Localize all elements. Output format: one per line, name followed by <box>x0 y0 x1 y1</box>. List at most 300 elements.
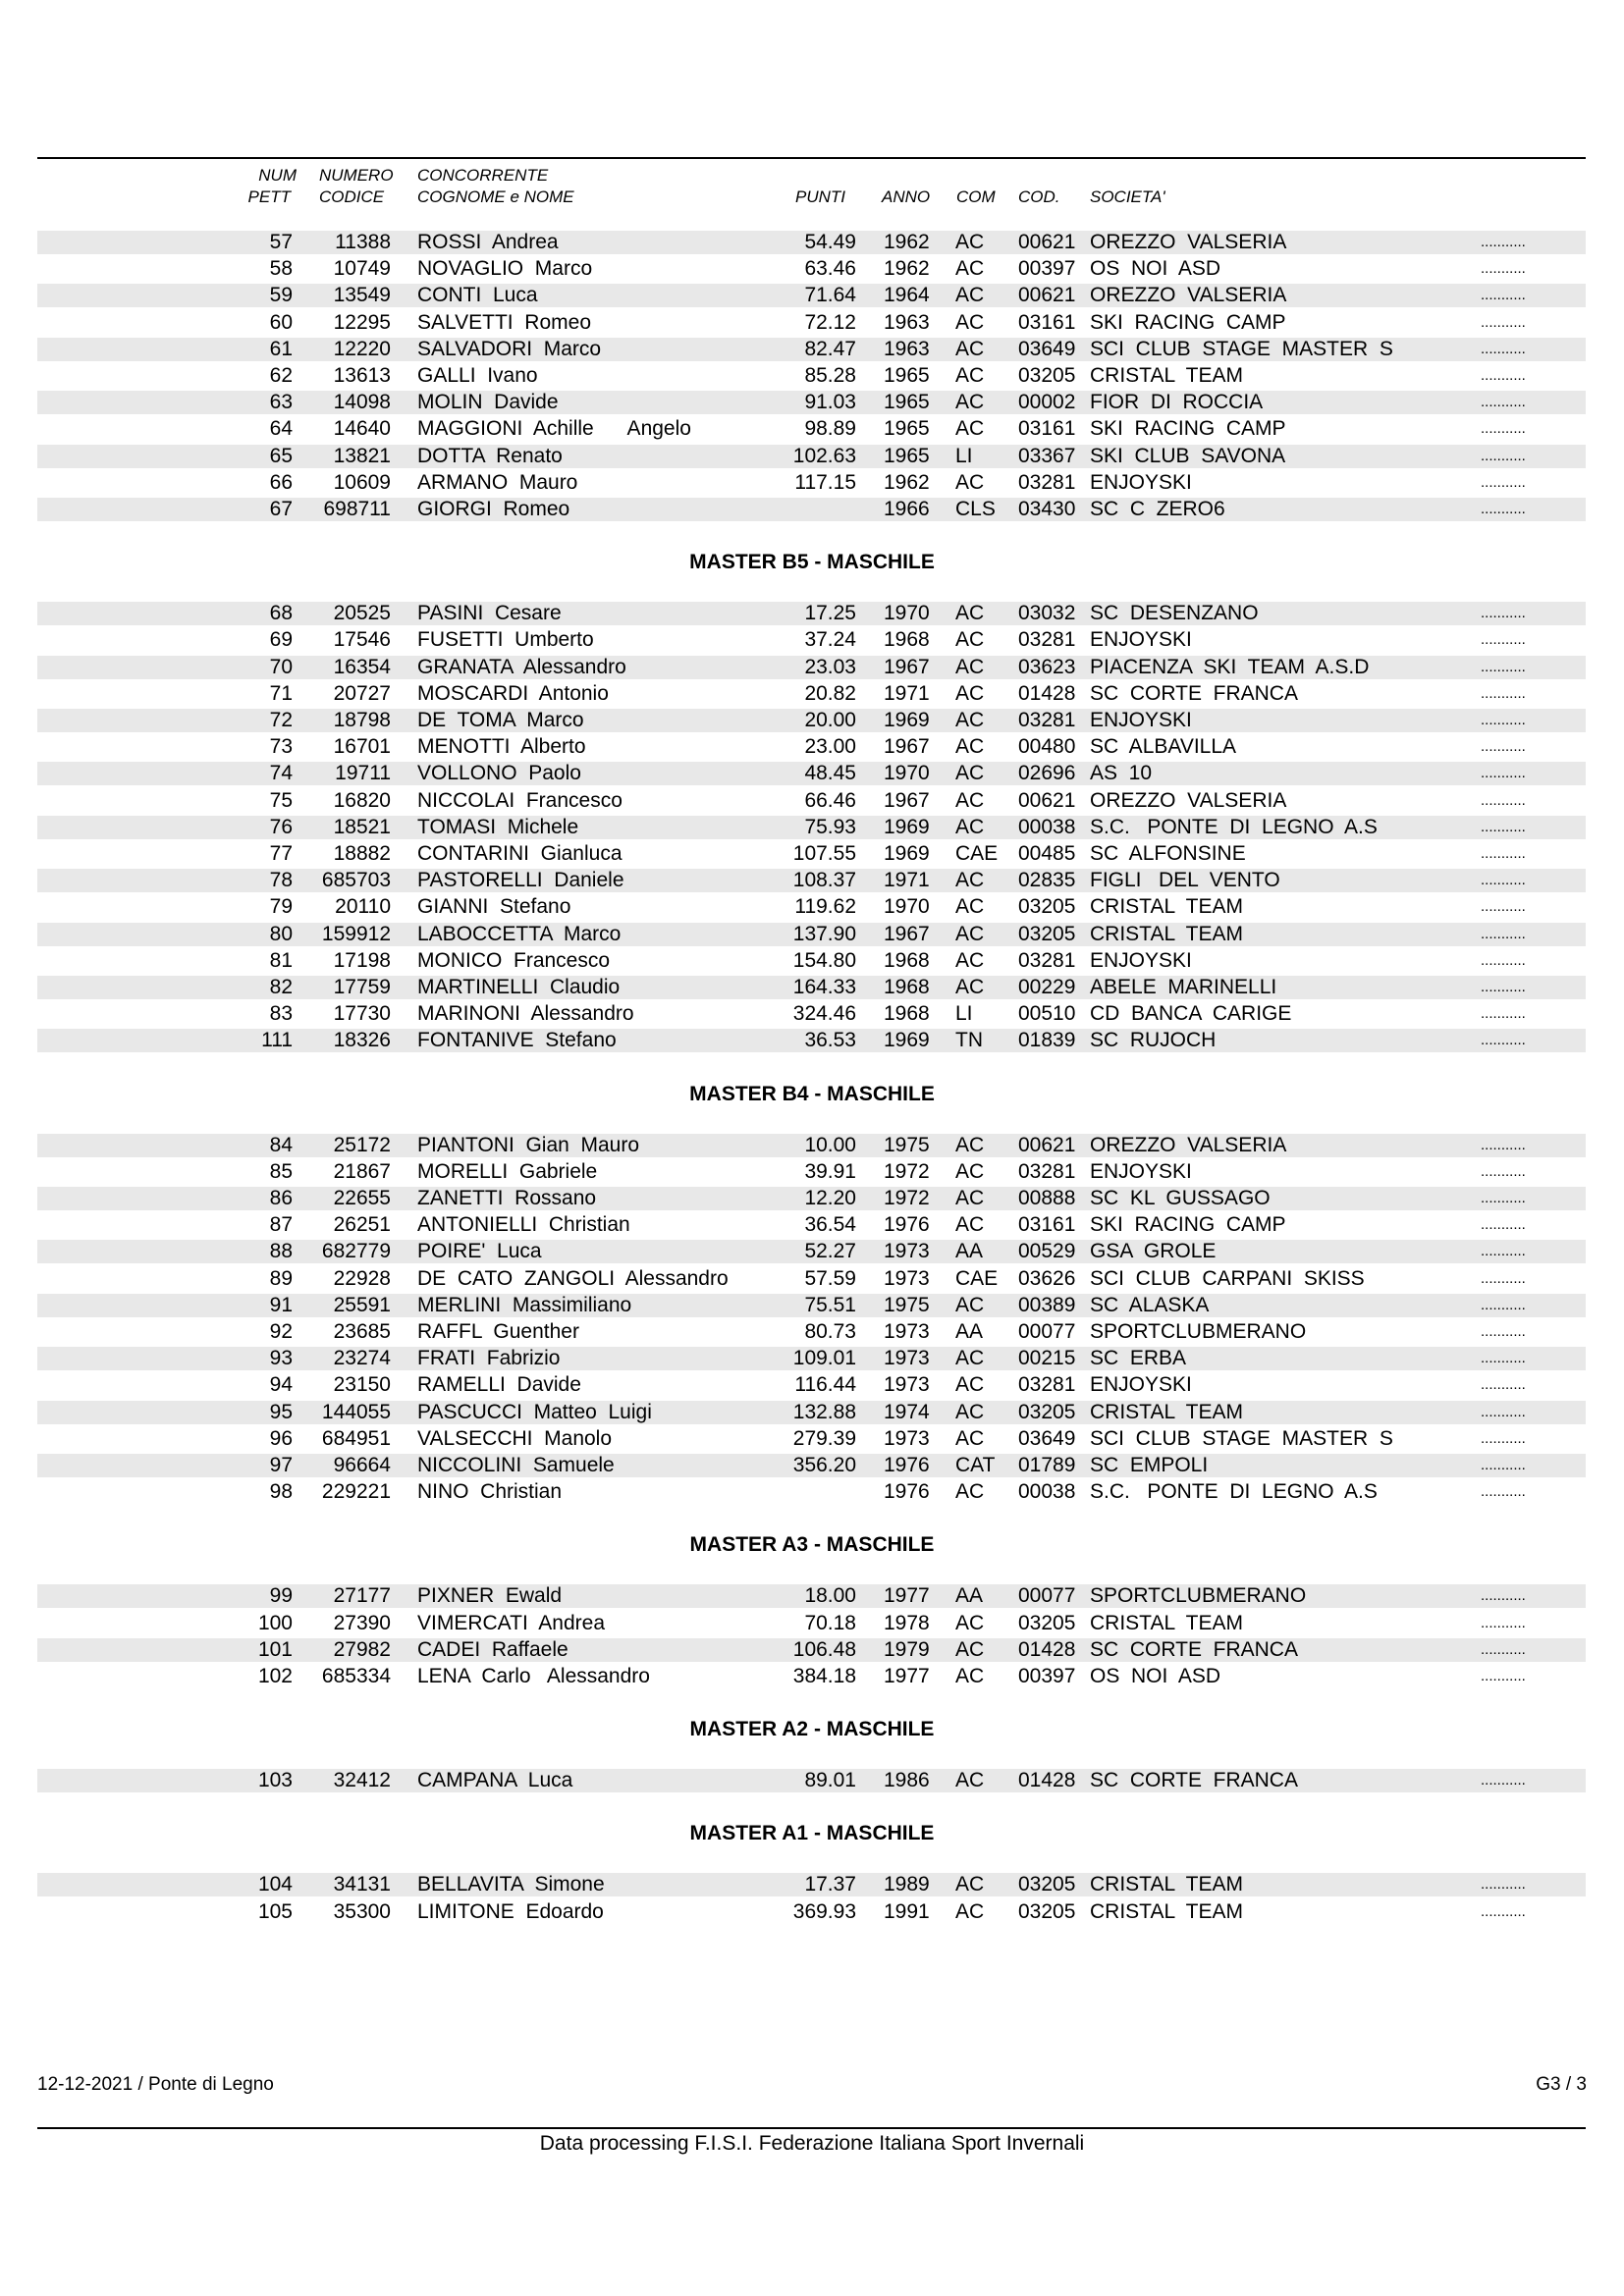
cell-name: FONTANIVE Stefano <box>417 1029 617 1052</box>
cell-code: 18326 <box>333 1029 391 1052</box>
cell-bib: 58 <box>269 257 293 281</box>
cell-dots: ........... <box>1481 605 1526 622</box>
table-row <box>0 1000 1624 1027</box>
section-title: MASTER B5 - MASCHILE <box>689 551 935 574</box>
cell-club: ENJOYSKI <box>1090 1159 1192 1183</box>
cell-club-code: 03205 <box>1018 1611 1076 1634</box>
cell-points: 137.90 <box>792 922 856 945</box>
cell-year: 1967 <box>884 788 930 812</box>
cell-club: CRISTAL TEAM <box>1090 364 1243 387</box>
cell-bib: 94 <box>269 1373 293 1397</box>
cell-year: 1973 <box>884 1373 930 1397</box>
cell-club: OREZZO VALSERIA <box>1090 231 1287 253</box>
cell-club-code: 01428 <box>1018 1637 1076 1661</box>
cell-code: 10609 <box>333 470 391 494</box>
cell-club: SC ERBA <box>1090 1347 1187 1370</box>
cell-dots: ........... <box>1481 234 1526 250</box>
cell-committee: CAE <box>955 842 999 865</box>
cell-bib: 81 <box>269 948 293 972</box>
cell-committee: AC <box>955 231 985 253</box>
cell-year: 1969 <box>884 709 930 731</box>
cell-bib: 84 <box>269 1133 293 1156</box>
cell-committee: AC <box>955 1899 985 1923</box>
cell-club: OS NOI ASD <box>1090 1665 1221 1687</box>
col-codice-label-1: NUMERO <box>319 166 394 185</box>
cell-bib: 89 <box>269 1266 293 1290</box>
cell-code: 698711 <box>323 498 391 520</box>
cell-points: 108.37 <box>792 869 856 892</box>
cell-code: 682779 <box>321 1240 391 1263</box>
cell-year: 1967 <box>884 922 930 945</box>
cell-dots: ........... <box>1481 501 1526 517</box>
cell-year: 1965 <box>884 417 930 441</box>
cell-club-code: 02696 <box>1018 762 1076 785</box>
cell-code: 17198 <box>333 948 391 972</box>
table-row <box>0 1399 1624 1425</box>
cell-dots: ........... <box>1481 738 1526 756</box>
cell-points: 36.54 <box>804 1213 856 1237</box>
cell-dots: ........... <box>1481 658 1526 675</box>
cell-year: 1986 <box>884 1769 930 1792</box>
cell-dots: ........... <box>1481 979 1526 995</box>
cell-club: SKI CLUB SAVONA <box>1090 444 1286 467</box>
cell-bib: 96 <box>269 1426 293 1450</box>
cell-points: 12.20 <box>804 1187 856 1209</box>
cell-year: 1977 <box>884 1665 930 1687</box>
cell-year: 1971 <box>884 681 930 705</box>
cell-club: CRISTAL TEAM <box>1090 1611 1243 1634</box>
cell-club: ENJOYSKI <box>1090 628 1192 652</box>
cell-bib: 92 <box>269 1320 293 1343</box>
cell-club-code: 03281 <box>1018 628 1076 652</box>
cell-points: 154.80 <box>792 948 856 972</box>
table-row <box>0 1158 1624 1185</box>
cell-committee: AC <box>955 1400 985 1423</box>
cell-committee: AC <box>955 976 985 998</box>
cell-club-code: 03649 <box>1018 1426 1076 1450</box>
cell-name: SALVETTI Romeo <box>417 310 592 334</box>
cell-club: SC EMPOLI <box>1090 1454 1209 1476</box>
cell-club-code: 03281 <box>1018 948 1076 972</box>
cell-points: 116.44 <box>794 1373 856 1397</box>
table-row <box>0 1211 1624 1238</box>
cell-committee: AC <box>955 1873 985 1896</box>
cell-club-code: 03367 <box>1018 444 1076 467</box>
cell-year: 1968 <box>884 976 930 998</box>
cell-club: SC CORTE FRANCA <box>1090 1769 1298 1792</box>
cell-committee: AC <box>955 681 985 705</box>
cell-code: 12220 <box>333 337 391 360</box>
cell-code: 19711 <box>335 762 391 785</box>
cell-bib: 67 <box>269 498 293 520</box>
cell-points: 52.27 <box>804 1240 856 1263</box>
table-row <box>0 1663 1624 1689</box>
cell-dots: ........... <box>1481 1032 1526 1049</box>
cell-dots: ........... <box>1481 1640 1526 1658</box>
cell-club-code: 03205 <box>1018 922 1076 945</box>
cell-club: SCI CLUB CARPANI SKISS <box>1090 1266 1365 1290</box>
cell-club: OREZZO VALSERIA <box>1090 788 1287 812</box>
cell-club-code: 00038 <box>1018 1480 1076 1504</box>
cell-year: 1969 <box>884 1029 930 1052</box>
cell-code: 35300 <box>333 1899 391 1923</box>
cell-bib: 64 <box>269 417 293 441</box>
cell-bib: 73 <box>269 735 293 759</box>
cell-name: PIXNER Ewald <box>417 1584 563 1608</box>
cell-name: DE CATO ZANGOLI Alessandro <box>417 1266 729 1290</box>
section-title: MASTER A2 - MASCHILE <box>689 1718 935 1741</box>
cell-bib: 63 <box>269 391 293 414</box>
cell-bib: 62 <box>269 364 293 387</box>
cell-dots: ........... <box>1481 765 1526 782</box>
cell-year: 1972 <box>884 1187 930 1209</box>
table-row <box>0 1292 1624 1318</box>
cell-points: 324.46 <box>792 1002 856 1026</box>
table-row <box>0 389 1624 415</box>
cell-committee: AA <box>955 1320 984 1343</box>
cell-year: 1991 <box>884 1899 930 1923</box>
table-row <box>0 496 1624 522</box>
col-name-label-1: CONCORRENTE <box>417 166 549 185</box>
cell-points: 89.01 <box>804 1769 856 1792</box>
cell-code: 23150 <box>333 1373 391 1397</box>
cell-club: SCI CLUB STAGE MASTER S <box>1090 1426 1393 1450</box>
cell-bib: 59 <box>269 284 293 307</box>
cell-committee: CAE <box>955 1266 999 1290</box>
table-row <box>0 1898 1624 1925</box>
table-row <box>0 1345 1624 1371</box>
cell-name: ROSSI Andrea <box>417 231 559 253</box>
table-row <box>0 921 1624 947</box>
col-num-label-2: PETT <box>247 187 291 206</box>
cell-bib: 83 <box>269 1002 293 1026</box>
cell-code: 16701 <box>333 735 391 759</box>
cell-code: 22655 <box>333 1187 391 1209</box>
cell-club: SC CORTE FRANCA <box>1090 681 1298 705</box>
cell-club: SPORTCLUBMERANO <box>1090 1584 1307 1608</box>
table-row <box>0 626 1624 653</box>
cell-club-code: 03430 <box>1018 498 1076 520</box>
cell-bib: 91 <box>269 1293 293 1316</box>
cell-year: 1967 <box>884 655 930 678</box>
table-row <box>0 787 1624 814</box>
cell-dots: ........... <box>1481 473 1526 491</box>
cell-committee: CLS <box>955 498 996 520</box>
col-codice-label-2: CODICE <box>319 187 385 206</box>
cell-code: 18882 <box>333 842 391 865</box>
cell-name: VIMERCATI Andrea <box>417 1611 606 1634</box>
cell-bib: 61 <box>269 337 293 360</box>
cell-code: 34131 <box>333 1873 391 1896</box>
table-row <box>0 1610 1624 1636</box>
table-row <box>0 654 1624 680</box>
cell-club-code: 00510 <box>1018 1002 1076 1026</box>
cell-year: 1968 <box>884 1002 930 1026</box>
table-row <box>0 1238 1624 1264</box>
table-row <box>0 1318 1624 1345</box>
cell-name: DOTTA Renato <box>417 444 563 467</box>
cell-code: 13613 <box>333 364 391 387</box>
cell-dots: ........... <box>1481 340 1526 357</box>
cell-committee: AC <box>955 655 985 678</box>
cell-club-code: 00621 <box>1018 284 1076 307</box>
cell-name: GIANNI Stefano <box>417 895 571 919</box>
cell-dots: ........... <box>1481 1323 1526 1340</box>
cell-year: 1973 <box>884 1266 930 1290</box>
cell-dots: ........... <box>1481 818 1526 835</box>
cell-club: GSA GROLE <box>1090 1240 1217 1263</box>
cell-committee: AC <box>955 257 985 281</box>
col-anno-label: ANNO <box>882 187 931 206</box>
cell-code: 20727 <box>333 681 391 705</box>
cell-bib: 99 <box>269 1584 293 1608</box>
cell-code: 18798 <box>333 709 391 731</box>
cell-name: CONTARINI Gianluca <box>417 842 623 865</box>
cell-club-code: 03205 <box>1018 1899 1076 1923</box>
cell-code: 32412 <box>333 1769 391 1792</box>
cell-points: 17.37 <box>804 1873 856 1896</box>
cell-club-code: 01428 <box>1018 681 1076 705</box>
cell-club: SC ALFONSINE <box>1090 842 1246 865</box>
cell-club-code: 03649 <box>1018 337 1076 360</box>
cell-code: 13549 <box>333 284 391 307</box>
cell-bib: 95 <box>269 1400 293 1423</box>
cell-club-code: 03032 <box>1018 602 1076 625</box>
cell-club-code: 00038 <box>1018 815 1076 838</box>
cell-dots: ........... <box>1481 1403 1526 1420</box>
cell-committee: AC <box>955 1665 985 1687</box>
cell-dots: ........... <box>1481 712 1526 728</box>
cell-year: 1968 <box>884 948 930 972</box>
cell-dots: ........... <box>1481 684 1526 702</box>
cell-name: MARTINELLI Claudio <box>417 976 621 998</box>
footer-rule <box>37 2127 1586 2129</box>
cell-club-code: 00002 <box>1018 391 1076 414</box>
footer-date-place: 12-12-2021 / Ponte di Legno <box>37 2074 274 2095</box>
cell-bib: 65 <box>269 444 293 467</box>
cell-code: 27177 <box>333 1584 391 1608</box>
cell-bib: 66 <box>269 470 293 494</box>
cell-dots: ........... <box>1481 1668 1526 1684</box>
cell-bib: 87 <box>269 1213 293 1237</box>
cell-bib: 68 <box>269 602 293 625</box>
cell-year: 1973 <box>884 1426 930 1450</box>
cell-committee: AC <box>955 310 985 334</box>
table-row <box>0 1871 1624 1897</box>
cell-code: 11388 <box>335 231 391 253</box>
table-row <box>0 362 1624 389</box>
cell-year: 1975 <box>884 1133 930 1156</box>
cell-name: GALLI Ivano <box>417 364 538 387</box>
cell-bib: 86 <box>269 1187 293 1209</box>
cell-club: CRISTAL TEAM <box>1090 1899 1243 1923</box>
cell-club: FIGLI DEL VENTO <box>1090 869 1280 892</box>
cell-club: SKI RACING CAMP <box>1090 417 1286 441</box>
cell-club: ENJOYSKI <box>1090 709 1192 731</box>
cell-code: 27982 <box>333 1637 391 1661</box>
cell-points: 106.48 <box>792 1637 856 1661</box>
cell-code: 23685 <box>333 1320 391 1343</box>
cell-year: 1972 <box>884 1159 930 1183</box>
cell-club: AS 10 <box>1090 762 1153 785</box>
cell-committee: AC <box>955 1637 985 1661</box>
cell-bib: 57 <box>269 231 293 253</box>
cell-club-code: 00485 <box>1018 842 1076 865</box>
cell-code: 17730 <box>333 1002 391 1026</box>
cell-club: OREZZO VALSERIA <box>1090 1133 1287 1156</box>
cell-code: 17759 <box>333 976 391 998</box>
cell-year: 1966 <box>884 498 930 520</box>
cell-points: 75.93 <box>804 815 856 838</box>
cell-year: 1979 <box>884 1637 930 1661</box>
table-row <box>0 309 1624 336</box>
cell-dots: ........... <box>1481 898 1526 916</box>
cell-dots: ........... <box>1481 1483 1526 1501</box>
cell-year: 1977 <box>884 1584 930 1608</box>
cell-dots: ........... <box>1481 1902 1526 1920</box>
cell-year: 1970 <box>884 762 930 785</box>
cell-name: NOVAGLIO Marco <box>417 257 593 281</box>
cell-points: 384.18 <box>792 1665 856 1687</box>
table-row <box>0 760 1624 786</box>
cell-club-code: 03281 <box>1018 1373 1076 1397</box>
cell-points: 75.51 <box>804 1293 856 1316</box>
cell-club: OREZZO VALSERIA <box>1090 284 1287 307</box>
cell-points: 72.12 <box>804 310 856 334</box>
cell-year: 1962 <box>884 257 930 281</box>
cell-year: 1970 <box>884 895 930 919</box>
cell-committee: LI <box>955 444 973 467</box>
cell-dots: ........... <box>1481 1350 1526 1367</box>
cell-bib: 100 <box>257 1611 293 1634</box>
cell-club: S.C. PONTE DI LEGNO A.S <box>1090 1480 1378 1504</box>
cell-bib: 103 <box>257 1769 293 1792</box>
cell-points: 20.82 <box>804 681 856 705</box>
cell-code: 16354 <box>333 655 391 678</box>
table-row <box>0 893 1624 920</box>
cell-dots: ........... <box>1481 925 1526 942</box>
cell-name: TOMASI Michele <box>417 815 579 838</box>
footer-data-processing: Data processing F.I.S.I. Federazione Italiana Sport Invernali <box>539 2132 1085 2155</box>
cell-year: 1976 <box>884 1454 930 1476</box>
cell-club: SKI RACING CAMP <box>1090 310 1286 334</box>
cell-committee: CAT <box>955 1454 996 1476</box>
cell-club: SKI RACING CAMP <box>1090 1213 1286 1237</box>
cell-year: 1964 <box>884 284 930 307</box>
cell-year: 1973 <box>884 1347 930 1370</box>
cell-name: NICCOLAI Francesco <box>417 788 623 812</box>
cell-committee: AC <box>955 709 985 731</box>
cell-club: SC ALASKA <box>1090 1293 1210 1316</box>
cell-committee: AC <box>955 1347 985 1370</box>
cell-club: OS NOI ASD <box>1090 257 1221 281</box>
cell-name: DE TOMA Marco <box>417 709 584 731</box>
cell-committee: AA <box>955 1584 984 1608</box>
cell-name: MERLINI Massimiliano <box>417 1293 632 1316</box>
cell-code: 96664 <box>333 1454 391 1476</box>
cell-club-code: 03281 <box>1018 1159 1076 1183</box>
cell-club-code: 00389 <box>1018 1293 1076 1316</box>
cell-dots: ........... <box>1481 287 1526 304</box>
cell-committee: AC <box>955 628 985 652</box>
cell-committee: AC <box>955 1133 985 1156</box>
cell-dots: ........... <box>1481 631 1526 649</box>
cell-name: MORELLI Gabriele <box>417 1159 598 1183</box>
cell-name: NICCOLINI Samuele <box>417 1454 615 1476</box>
cell-dots: ........... <box>1481 1376 1526 1394</box>
cell-club: CRISTAL TEAM <box>1090 895 1243 919</box>
cell-bib: 102 <box>257 1665 293 1687</box>
cell-code: 685334 <box>321 1665 391 1687</box>
cell-year: 1989 <box>884 1873 930 1896</box>
cell-year: 1962 <box>884 231 930 253</box>
cell-bib: 88 <box>269 1240 293 1263</box>
cell-club-code: 03281 <box>1018 709 1076 731</box>
cell-committee: AC <box>955 602 985 625</box>
cell-year: 1973 <box>884 1320 930 1343</box>
cell-club-code: 00215 <box>1018 1347 1076 1370</box>
table-row <box>0 947 1624 974</box>
cell-points: 20.00 <box>804 709 856 731</box>
cell-club-code: 02835 <box>1018 869 1076 892</box>
cell-code: 21867 <box>333 1159 391 1183</box>
cell-club-code: 03205 <box>1018 895 1076 919</box>
cell-club: SC CORTE FRANCA <box>1090 1637 1298 1661</box>
cell-points: 98.89 <box>804 417 856 441</box>
cell-name: PASINI Cesare <box>417 602 562 625</box>
table-row <box>0 1582 1624 1609</box>
cell-name: NINO Christian <box>417 1480 563 1504</box>
cell-code: 20110 <box>335 895 391 919</box>
cell-year: 1963 <box>884 337 930 360</box>
cell-bib: 82 <box>269 976 293 998</box>
table-row <box>0 229 1624 255</box>
cell-name: MONICO Francesco <box>417 948 611 972</box>
section-title: MASTER A1 - MASCHILE <box>689 1822 935 1845</box>
cell-committee: AC <box>955 1159 985 1183</box>
cell-bib: 97 <box>269 1454 293 1476</box>
cell-club-code: 03281 <box>1018 470 1076 494</box>
cell-year: 1970 <box>884 602 930 625</box>
cell-year: 1965 <box>884 391 930 414</box>
cell-points: 23.00 <box>804 735 856 759</box>
cell-code: 17546 <box>333 628 391 652</box>
cell-points: 85.28 <box>804 364 856 387</box>
cell-points: 57.59 <box>804 1266 856 1290</box>
cell-dots: ........... <box>1481 1876 1526 1894</box>
cell-year: 1969 <box>884 842 930 865</box>
table-row <box>0 733 1624 760</box>
cell-points: 48.45 <box>804 762 856 785</box>
cell-dots: ........... <box>1481 1243 1526 1260</box>
cell-bib: 85 <box>269 1159 293 1183</box>
cell-name: SALVADORI Marco <box>417 337 602 360</box>
table-row <box>0 255 1624 282</box>
cell-club-code: 03205 <box>1018 1873 1076 1896</box>
cell-name: PIANTONI Gian Mauro <box>417 1133 640 1156</box>
cell-name: CONTI Luca <box>417 284 538 307</box>
cell-name: FRATI Fabrizio <box>417 1347 561 1370</box>
cell-name: LENA Carlo Alessandro <box>417 1665 650 1687</box>
section-title: MASTER A3 - MASCHILE <box>689 1533 935 1557</box>
cell-committee: AC <box>955 1480 985 1504</box>
cell-club-code: 00888 <box>1018 1187 1076 1209</box>
cell-club: SC KL GUSSAGO <box>1090 1187 1271 1209</box>
cell-club-code: 00480 <box>1018 735 1076 759</box>
cell-name: VOLLONO Paolo <box>417 762 581 785</box>
cell-year: 1975 <box>884 1293 930 1316</box>
cell-club: CRISTAL TEAM <box>1090 1873 1243 1896</box>
